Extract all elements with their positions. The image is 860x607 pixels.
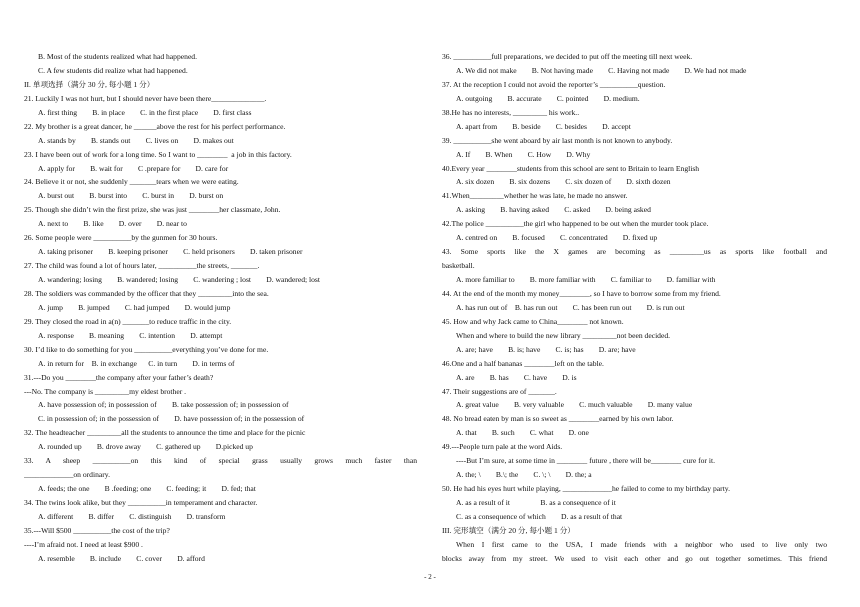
text-line: A. apply for B. wait for C .prepare for D. care for [38, 163, 229, 173]
text-line: 35.---Will $500 __________the cost of the trip? [24, 525, 170, 535]
text-line: A. taking prisoner B. keeping prisoner C. held prisoners D. taken prisoner [38, 247, 303, 257]
text-line: 32. The headteacher _________all the students to announce the time and place for the picnic [24, 428, 306, 438]
text-line: ----I’m afraid not. I need at least $900 . [24, 539, 143, 549]
text-line: A. different B. differ C. distinguish D. transform [38, 511, 226, 521]
page-number: - 2 - [424, 573, 436, 581]
text-line: III. 完形填空（满分 20 分, 每小题 1 分） [442, 525, 575, 535]
text-line: When and where to build the new library _________not been decided. [456, 330, 671, 340]
text-line: A. has run out of B. has run out C. has been run out D. is run out [456, 302, 685, 312]
text-line: 50. He had his eyes hurt while playing, _____________he failed to come to my birthday party. [442, 484, 731, 494]
text-line: II. 单项选择（满分 30 分, 每小题 1 分） [24, 79, 155, 89]
text-line: 45. How and why Jack came to China________ not known. [442, 316, 624, 326]
text-line: basketball. [442, 261, 475, 271]
text-line: C. in possession of; in the possession of D. have possession of; in the possession of [38, 414, 305, 424]
text-line: 43. Some sports like the X games are becoming as _________us as sports like football and [442, 247, 827, 257]
text-line: 29. They closed the road in a(n) _______to reduce traffic in the city. [24, 316, 232, 326]
left-column [24, 50, 417, 566]
text-line: 37. At the reception I could not avoid the reporter’s __________question. [442, 79, 666, 89]
text-line: 42.The police __________the girl who happened to be out when the murder took place. [442, 219, 709, 229]
text-line: A. next to B. like D. over D. near to [38, 219, 187, 229]
text-line: A. first thing B. in place C. in the first place D. first class [38, 107, 252, 117]
text-line: A. asking B. having asked C. asked D. being asked [456, 205, 651, 215]
text-line: A. jump B. jumped C. had jumped D. would jump [38, 302, 231, 312]
text-line: 30. I’d like to do something for you __________everything you’ve done for me. [24, 344, 269, 354]
text-line: 44. At the end of the month my money________, so I have to borrow some from my friend. [442, 288, 721, 298]
text-line: 21. Luckily I was not hurt, but I should never have been there______________. [24, 93, 267, 103]
text-line: 38.He has no interests, _________ his work.. [442, 107, 580, 117]
text-line: 48. No bread eaten by man is so sweet as ________earned by his own labor. [442, 414, 674, 424]
text-line: A. are; have B. is; have C. is; has D. are; have [456, 344, 636, 354]
text-line: A. burst out B. burst into C. burst in D. burst on [38, 191, 224, 201]
text-line: 41.When_________whether he was late, he made no answer. [442, 191, 628, 201]
text-line: _____________on ordinary. [24, 470, 110, 480]
text-line: When I first came to the USA, I made friends with a neighbor who used to live only two [456, 539, 827, 549]
text-line: A. centred on B. focused C. concentrated D. fixed up [456, 233, 658, 243]
text-line: A. rounded up B. drove away C. gathered up D.picked up [38, 442, 253, 452]
text-line: ----But I’m sure, at some time in ________ future , there will be________ cure for it. [456, 456, 715, 466]
text-line: A. the; \ B.\; the C. \; \ D. the; a [456, 470, 592, 480]
text-line: A. more familiar to B. more familiar with C. familiar to D. familiar with [456, 275, 716, 284]
text-line: C. A few students did realize what had happened. [38, 65, 188, 75]
text-line: A. as a result of it B. as a consequence of it [456, 498, 616, 507]
text-line: A. We did not make B. Not having made C. Having not made D. We had not made [456, 65, 747, 75]
text-line: 31.---Do you ________the company after your father’s death? [24, 372, 214, 382]
text-line: C. as a consequence of which D. as a result of that [456, 511, 623, 521]
text-line: 34. The twins look alike, but they __________in temperament and character. [24, 498, 258, 507]
text-line: 26. Some people were __________by the gunmen for 30 hours. [24, 233, 218, 243]
text-line: 40.Every year ________students from this school are sent to Britain to learn English [442, 163, 700, 173]
text-line: 36. __________full preparations, we decided to put off the meeting till next week. [442, 52, 693, 61]
text-line: ---No. The company is _________my eldest brother . [24, 386, 187, 396]
text-line: A. six dozen B. six dozens C. six dozen of D. sixth dozen [456, 177, 671, 187]
text-line: 22. My brother is a great dancer, he ______above the rest for his perfect performance. [24, 121, 286, 131]
text-line: blocks away from my street. We used to visit each other and go out together sometimes. This friend [442, 553, 827, 563]
text-line: A. resemble B. include C. cover D. afford [38, 553, 205, 563]
text-line: A. have possession of; in possession of B. take possession of; in possession of [38, 400, 289, 410]
text-line: A. wandering; losing B. wandered; losing C. wandering ; lost D. wandered; lost [38, 275, 320, 284]
text-line: A. response B. meaning C. intention D. attempt [38, 330, 223, 340]
text-line: 49.---People turn pale at the word Aids. [442, 442, 563, 452]
text-line: 33. A sheep __________on this kind of special grass usually grows much faster than [24, 456, 417, 466]
text-line: 24. Believe it or not, she suddenly _______tears when we were eating. [24, 177, 239, 187]
text-line: 27. The child was found a lot of hours later, __________the streets, _______. [24, 261, 260, 271]
text-line: 39. __________she went aboard by air last month is not known to anybody. [442, 135, 673, 145]
text-line: A. great value B. very valuable C. much valuable D. many value [456, 400, 693, 410]
text-line: A. If B. When C. How D. Why [456, 149, 591, 159]
text-line: 47. Their suggestions are of _______. [442, 386, 557, 396]
text-line: A. feeds; the one B .feeding; one C. feeding; it D. fed; that [38, 484, 256, 494]
text-line: 23. I have been out of work for a long time. So I want to ________ a job in this factory. [24, 149, 292, 159]
text-line: A. apart from B. beside C. besides D. accept [456, 121, 631, 131]
text-line: 46.One and a half bananas ________left on the table. [442, 358, 604, 368]
text-line: A. that B. such C. what D. one [456, 428, 589, 438]
right-column [442, 50, 827, 566]
text-line: A. in return for B. in exchange C. in turn D. in terms of [38, 358, 235, 368]
text-line: 28. The soldiers was commanded by the officer that they _________into the sea. [24, 288, 269, 298]
text-line: A. outgoing B. accurate C. pointed D. medium. [456, 93, 640, 103]
text-line: B. Most of the students realized what had happened. [38, 52, 198, 61]
text-line: A. are B. has C. have D. is [456, 372, 577, 382]
text-line: 25. Though she didn’t win the first prize, she was just ________her classmate, John. [24, 205, 281, 215]
text-line: A. stands by B. stands out C. lives on D. makes out [38, 135, 234, 145]
